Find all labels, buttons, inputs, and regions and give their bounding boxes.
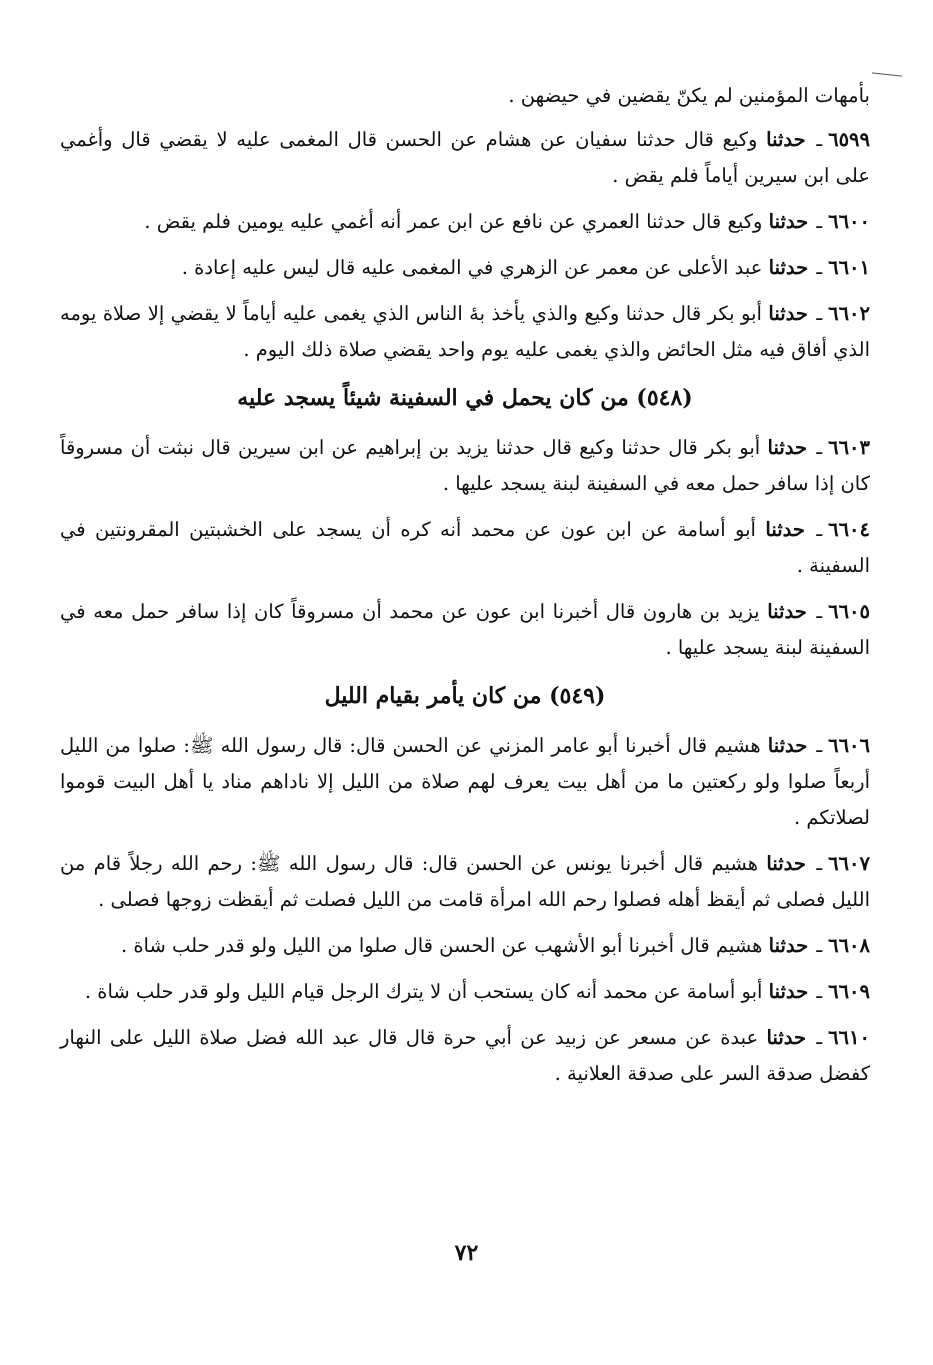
hadith-lead: حدثنا [766,128,806,151]
hadith-number: ٦٦٠٦ [828,734,871,757]
hadith-number: ٦٥٩٩ [828,128,870,151]
hadith-number: ٦٦٠٨ [828,934,870,957]
chapter-heading-549: (٥٤٩) من كان يأمر بقيام الليل [324,683,606,709]
hadith-text: عبد الأعلى عن معمر عن الزهري في المغمى عليه قال ليس عليه إعادة . [181,256,763,279]
hadith-6609: ٦٦٠٩ـ حدثنا أبو أسامة عن محمد أنه كان يستحب أن لا يترك الرجل قيام الليل ولو قدر حلب شاة . [84,980,870,1003]
hadith-6603: ٦٦٠٣ـ حدثنا أبو بكر قال حدثنا وكيع قال حدثنا يزيد بن إبراهيم عن ابن سيرين قال نبثت أن مسروقاً كان إذا سافر حمل معه في السفينة لبنة يسجد عليها . [60,436,870,495]
hadith-6607: ٦٦٠٧ـ حدثنا هشيم قال أخبرنا يونس عن الحسن قال: قال رسول الله ﷺ: رحم الله رجلاً قام من الليل فصلى ثم أيقظ أهله فصلوا رحم الله امرأة قامت من الليل فصلت ثم أيقظت زوجها فصلى . [60,852,870,911]
hadith-text: هشيم قال أخبرنا أبو الأشهب عن الحسن قال صلوا من الليل ولو قدر حلب شاة . [120,934,763,957]
hadith-6608: ٦٦٠٨ـ حدثنا هشيم قال أخبرنا أبو الأشهب عن الحسن قال صلوا من الليل ولو قدر حلب شاة . [120,934,870,957]
hadith-text: هشيم قال أخبرنا يونس عن الحسن قال: قال رسول الله ﷺ: رحم الله رجلاً قام من الليل فصلى ثم أيقظ أهله فصلوا رحم الله امرأة قامت من الليل فصلت ثم أيقظت زوجها فصلى . [60,852,870,911]
hadith-text: عبدة عن مسعر عن زبيد عن أبي حرة قال قال عبد الله فضل صلاة الليل على النهار كفضل صدقة السر على صدقة العلانية . [60,1026,870,1085]
hadith-text: أبو أسامة عن ابن عون عن محمد أنه كره أن يسجد على الخشبتين المقرونتين في السفينة . [60,518,870,577]
hadith-lead: حدثنا [766,1026,807,1049]
hadith-number: ٦٦٠١ [828,256,870,279]
hadith-6606: ٦٦٠٦ـ حدثنا هشيم قال أخبرنا أبو عامر المزني عن الحسن قال: قال رسول الله ﷺ: صلوا من الليل أربعاً صلوا ولو ركعتين ما من أهل بيت يعرف لهم صلاة من الليل إلا ناداهم مناد يا أهل البيت قوموا لصلاتكم . [60,734,871,829]
hadith-number: ٦٦٠٤ [828,518,870,541]
hadith-6599: ٦٥٩٩ـ حدثنا وكيع قال حدثنا سفيان عن هشام عن الحسن قال المغمى عليه لا يقضي قال وأغمي على ابن سيرين أياماً فلم يقض . [60,128,870,187]
hadith-6601: ٦٦٠١ـ حدثنا عبد الأعلى عن معمر عن الزهري في المغمى عليه قال ليس عليه إعادة . [181,256,870,279]
hadith-6602: ٦٦٠٢ـ حدثنا أبو بكر قال حدثنا وكيع والذي يأخذ بهٔ الناس الذي يغمى عليه أياماً لا يقضي إلا صلاة يومه الذي أفاق فيه مثل الحائض والذي يغمى عليه يوم واحد يقضي صلاة ذلك اليوم . [60,302,871,361]
hadith-6600: ٦٦٠٠ـ حدثنا وكيع قال حدثنا العمري عن نافع عن ابن عمر أنه أغمي عليه يومين فلم يقض . [144,210,870,233]
hadith-text: أبو بكر قال حدثنا وكيع قال حدثنا يزيد بن إبراهيم عن ابن سيرين قال نبثت أن مسروقاً كان إذا سافر حمل معه في السفينة لبنة يسجد عليها . [60,436,870,495]
page-body [60,78,870,1102]
hadith-lead: حدثنا [767,436,808,459]
hadith-number: ٦٦٠٩ [828,980,870,1003]
hadith-6610: ٦٦١٠ـ حدثنا عبدة عن مسعر عن زبيد عن أبي حرة قال قال عبد الله فضل صلاة الليل على النهار كفضل صدقة السر على صدقة العلانية . [60,1026,870,1085]
hadith-lead: حدثنا [768,302,808,325]
hadith-lead: حدثنا [768,980,809,1003]
hadith-lead: حدثنا [768,934,809,957]
hadith-text: وكيع قال حدثنا العمري عن نافع عن ابن عمر أنه أغمي عليه يومين فلم يقض . [144,210,763,233]
hadith-lead: حدثنا [768,256,809,279]
hadith-text: أبو بكر قال حدثنا وكيع والذي يأخذ بهٔ الناس الذي يغمى عليه أياماً لا يقضي إلا صلاة يومه الذي أفاق فيه مثل الحائض والذي يغمى عليه يوم واحد يقضي صلاة ذلك اليوم . [60,302,870,361]
continuation-text: بأمهات المؤمنين لم يكنّ يقضين في حيضهن . [508,84,870,107]
hadith-lead: حدثنا [766,852,806,875]
hadith-text: وكيع قال حدثنا سفيان عن هشام عن الحسن قال المغمى عليه لا يقضي قال وأغمي على ابن سيرين أياماً فلم يقض . [60,128,870,187]
chapter-heading-548: (٥٤٨) من كان يحمل في السفينة شيئاً يسجد عليه [237,385,693,411]
page-number: ٧٢ [454,1240,479,1266]
hadith-text: هشيم قال أخبرنا أبو عامر المزني عن الحسن قال: قال رسول الله ﷺ: صلوا من الليل أربعاً صلوا ولو ركعتين ما من أهل بيت يعرف لهم صلاة من الليل إلا ناداهم مناد يا أهل البيت قوموا لصلاتكم . [60,734,870,829]
hadith-number: ٦٦١٠ [828,1026,870,1049]
hadith-number: ٦٦٠٧ [828,852,870,875]
hadith-number: ٦٦٠٠ [828,210,870,233]
hadith-number: ٦٦٠٢ [828,302,871,325]
hadith-lead: حدثنا [767,600,807,623]
margin-mark [872,72,902,76]
hadith-text: أبو أسامة عن محمد أنه كان يستحب أن لا يترك الرجل قيام الليل ولو قدر حلب شاة . [84,980,763,1003]
hadith-6604: ٦٦٠٤ـ حدثنا أبو أسامة عن ابن عون عن محمد أنه كره أن يسجد على الخشبتين المقرونتين في السفينة . [60,518,870,577]
hadith-number: ٦٦٠٥ [828,600,870,623]
hadith-text: يزيد بن هارون قال أخبرنا ابن عون عن محمد أن مسروقاً كان إذا سافر حمل معه في السفينة لبنة يسجد عليها . [60,600,870,659]
hadith-lead: حدثنا [767,734,808,757]
hadith-lead: حدثنا [765,518,805,541]
hadith-lead: حدثنا [768,210,809,233]
hadith-6605: ٦٦٠٥ـ حدثنا يزيد بن هارون قال أخبرنا ابن عون عن محمد أن مسروقاً كان إذا سافر حمل معه في السفينة لبنة يسجد عليها . [60,600,870,659]
hadith-number: ٦٦٠٣ [828,436,870,459]
